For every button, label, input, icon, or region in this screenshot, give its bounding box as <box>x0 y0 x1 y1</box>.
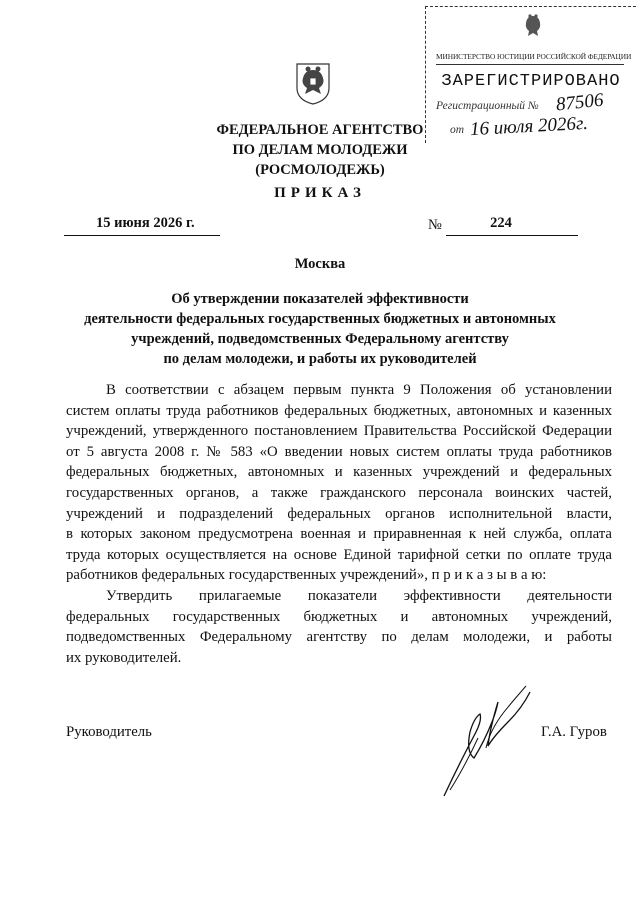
coat-of-arms-emblem <box>291 58 335 106</box>
number-sign: № <box>428 217 442 233</box>
agency-name-line-3: (РОСМОЛОДЕЖЬ) <box>255 162 385 178</box>
paragraph-1-line: учреждений, утвержденного постановлением Правительства Российской Федерации <box>66 423 612 440</box>
paragraph-2-line: их руководителей. <box>66 649 182 666</box>
stamp-registered-label: ЗАРЕГИСТРИРОВАНО <box>441 72 621 91</box>
stamp-divider <box>436 64 624 65</box>
paragraph-1-line: систем оплаты труда работников федеральных бюджетных, автономных и казенных <box>66 402 612 419</box>
paragraph-2-line: федеральных государственных бюджетных и автономных учреждений, <box>66 608 612 625</box>
title-line: учреждений, подведомственных Федеральному агентству <box>131 331 509 347</box>
paragraph-1-line: от 5 августа 2008 г. № 583 «О введении новых систем оплаты труда работников <box>66 443 612 460</box>
agency-header <box>200 120 440 180</box>
paragraph-2-line: Утвердить прилагаемые показатели эффективности деятельности <box>106 587 612 604</box>
paragraph-1-line: труда которых осуществляется на основе Единой тарифной сетки по оплате труда <box>66 546 612 563</box>
title-line: по делам молодежи, и работы их руководителей <box>163 351 477 367</box>
stamp-emblem-icon <box>520 12 546 42</box>
document-type: ПРИКАЗ <box>274 185 366 201</box>
order-title <box>70 289 570 369</box>
agency-name-line-1: ФЕДЕРАЛЬНОЕ АГЕНТСТВО <box>216 122 424 138</box>
paragraph-1-line: учреждений и подразделений федеральных органов исполнительной власти, <box>66 505 612 522</box>
order-date: 15 июня 2026 г. <box>96 215 195 231</box>
title-line: деятельности федеральных государственных бюджетных и автономных <box>84 311 556 327</box>
paragraph-1-line: в которых законом предусмотрена военная и приравненная к ней служба, оплата <box>66 526 612 543</box>
paragraph-1-line: федеральных бюджетных, автономных и казенных учреждений и федеральных <box>66 464 612 481</box>
stamp-reg-number-label: Регистрационный № <box>436 100 539 112</box>
paragraph-1-line: В соответствии с абзацем первым пункта 9 Положения об установлении <box>106 382 612 398</box>
order-number: 224 <box>490 215 512 231</box>
stamp-reg-date: 16 июля 2026г. <box>469 112 589 141</box>
signatory-role: Руководитель <box>66 724 152 740</box>
handwritten-signature <box>430 672 540 802</box>
paragraph-1-line: работников федеральных государственных учреждений», п р и к а з ы в а ю: <box>66 567 547 584</box>
paragraph-2-line: подведомственных Федеральному агентству по делам молодежи, и работы <box>66 629 612 646</box>
stamp-reg-number: 87506 <box>554 89 605 116</box>
signatory-name: Г.А. Гуров <box>541 724 607 740</box>
title-line: Об утверждении показателей эффективности <box>171 291 469 307</box>
agency-name-line-2: ПО ДЕЛАМ МОЛОДЕЖИ <box>232 142 408 158</box>
city: Москва <box>294 256 346 272</box>
order-body <box>66 380 612 668</box>
paragraph-1-line: государственных органов, а также гражданского персонала воинских частей, <box>66 484 612 501</box>
stamp-date-label: от <box>450 124 465 136</box>
stamp-ministry-name: МИНИСТЕРСТВО ЮСТИЦИИ РОССИЙСКОЙ ФЕДЕРАЦИИ <box>436 52 632 61</box>
